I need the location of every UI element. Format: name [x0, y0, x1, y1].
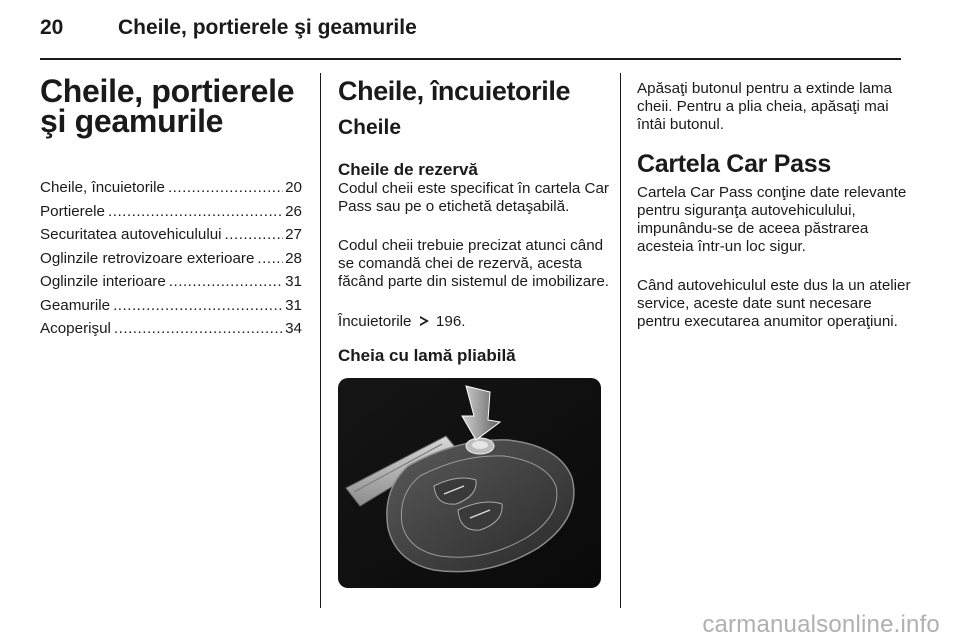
dot-leader: [169, 270, 283, 294]
cross-reference-text: Încuietorile: [338, 313, 412, 330]
cross-reference[interactable]: [338, 313, 613, 331]
toc-entry[interactable]: [40, 247, 302, 271]
running-head: Cheile, portierele şi geamurile: [118, 16, 417, 39]
toc-entry-title: Geamurile: [40, 296, 111, 314]
toc-entry-title: Securitatea autovehiculului: [40, 226, 222, 243]
spare-keys-heading: Cheile de rezervă: [338, 160, 478, 179]
toc-entry-title: Acoperişul: [40, 320, 111, 337]
toc-entry-title: Cheile, încuietorile: [40, 179, 165, 196]
cross-reference-page: 196.: [435, 313, 466, 330]
toc-entry-page: 27: [285, 226, 302, 243]
header-divider: [40, 58, 901, 60]
toc-entry[interactable]: [40, 294, 302, 318]
spare-keys-paragraph: Codul cheii este specificat în cartela Car Pass sau pe o etichetă detaşabilă.: [338, 180, 609, 215]
chapter-title: Cheile, portierele şi geamurile: [40, 73, 295, 139]
dot-leader: [113, 294, 283, 318]
toc-entry-title: Oglinzile retrovizoare exterioare: [40, 249, 255, 267]
folding-key-heading: Cheia cu lamă pliabilă: [338, 346, 516, 365]
toc-entry-page: 20: [285, 179, 302, 196]
toc-entry-title: Oglinzile interioare: [40, 273, 166, 290]
watermark: carmanualsonline.info: [702, 611, 940, 638]
spare-keys-paragraph: Codul cheii trebuie precizat atunci când se comandă chei de rezervă, acesta făcând parte din sistemul de imobilizare.: [338, 237, 609, 290]
folding-key-illustration: [338, 378, 601, 588]
toc-entry-page: 31: [285, 296, 302, 314]
dot-leader: [108, 200, 283, 224]
dot-leader: [114, 317, 283, 341]
dot-leader: [168, 176, 283, 200]
page-number: 20: [40, 16, 64, 39]
dot-leader: [257, 247, 283, 271]
toc-entry[interactable]: [40, 176, 302, 200]
toc-entry[interactable]: [40, 200, 302, 224]
section-title: Cheile, încuietorile: [338, 76, 571, 106]
toc-entry-page: 31: [285, 273, 302, 290]
dot-leader: [225, 223, 284, 247]
column-divider: [620, 73, 621, 608]
subsection-title: Cheile: [338, 116, 402, 139]
toc-entry[interactable]: [40, 223, 302, 247]
car-pass-heading: Cartela Car Pass: [637, 150, 831, 178]
toc-entry[interactable]: [40, 270, 302, 294]
table-of-contents: [40, 176, 302, 341]
key-blade-paragraph: Apăsaţi butonul pentru a extinde lama cheii. Pentru a plia cheia, apăsaţi mai întâi butonul.: [637, 80, 892, 133]
toc-entry[interactable]: [40, 317, 302, 341]
toc-entry-page: 34: [285, 320, 302, 337]
car-pass-paragraph: Cartela Car Pass conţine date relevante pentru siguranţa autovehiculului, impunându-se de aceea păstrarea acesteia într-un loc sigur.: [637, 184, 907, 255]
column-divider: [320, 73, 321, 608]
car-pass-paragraph: Când autovehiculul este dus la un atelier service, aceste date sunt necesare pentru executarea anumitor operaţiuni.: [637, 277, 911, 330]
toc-entry-page: 28: [285, 249, 302, 267]
reference-arrow-icon: [418, 315, 430, 327]
toc-entry-title: Portierele: [40, 202, 105, 220]
toc-entry-page: 26: [285, 202, 302, 220]
